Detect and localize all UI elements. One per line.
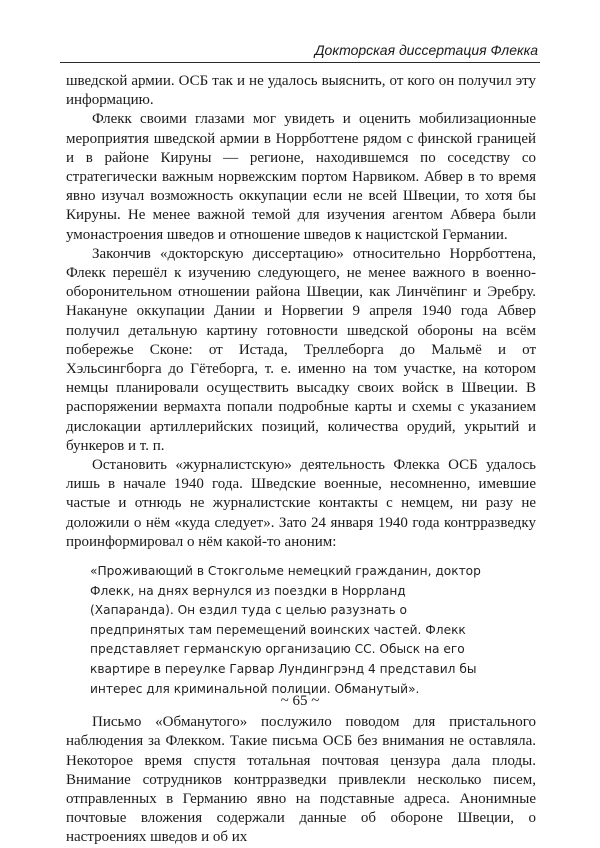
paragraph-continuation: шведской армии. ОСБ так и не удалось выяснить, от кого он получил эту информацию. [66, 73, 536, 109]
paragraph-surveillance: Письмо «Обманутого» послужило поводом для пристального наблюдения за Флекком. Такие письма ОСБ без внимания не оставляла. Некоторое время спустя тотальная почтовая цензура дала плоды. Внимание сотрудников контрразведки привлекли несколько писем, отправленных в Германию явно на подставные адреса. Анонимные почтовые вложения содержали данные об обороне Швеции, о настроениях шведов и об их [66, 714, 536, 846]
anonymous-letter-quote: «Проживающий в Стокгольме немецкий гражданин, доктор Флекк, на днях вернулся из поездки в Норрланд (Хапаранда). Он ездил туда с целью разузнать о предпринятых там перемещений воинских частей. Флекк представляет германскую организацию СС. Обыск на его квартире в переулке Гарвар Лундингрэнд 4 представил бы интерес для криминальной полиции. Обманутый». [90, 564, 481, 696]
page-number: ~ 65 ~ [280, 693, 320, 709]
body-text [66, 72, 536, 848]
paragraph-mobilization: Флекк своими глазами мог увидеть и оценить мобилизационные мероприятия шведской армии в Норрботтене рядом с финской границей и в районе Кируны — регионе, находившемся по соседству со стратегически важным норвежским портом Нарвиком. Абвер в то время явно изучал возможность оккупации если не всей Швеции, то хотя бы Кируны. Не менее важной темой для изучения агентом Абвера были умонастроения шведов и отношение шведов к нацистской Германии. [66, 111, 536, 243]
paragraph-journalism: Остановить «журналистскую» деятельность Флекка ОСБ удалось лишь в начале 1940 года. Шведские военные, несомненно, имевшие частые и отнюдь не журналистские контакты с немцем, ни разу не доложили о нём «куда следует». Зато 24 января 1940 года контрразведку проинформировал о нём какой-то аноним: [66, 457, 536, 550]
running-head: Докторская диссертация Флекка [60, 40, 540, 63]
paragraph-dissertation: Закончив «докторскую диссертацию» относительно Норрботтена, Флекк перешёл к изучению следующего, не менее важного в военно-оборонительном отношении района Швеции, как Линчёпинг и Эребру. Накануне оккупации Дании и Норвегии 9 апреля 1940 года Абвер получил детальную картину готовности шведской обороны на всём побережье Сконе: от Истада, Треллеборга до Мальмё и от Хэльсингборга до Гётеборга, т. е. именно на том участке, на котором немцы планировали осуществить высадку своих войск в Швеции. В распоряжении вермахта попали подробные карты и схемы с указанием дислокации артиллерийских позиций, количества орудий, укрытий и бункеров и т. п. [66, 245, 536, 454]
